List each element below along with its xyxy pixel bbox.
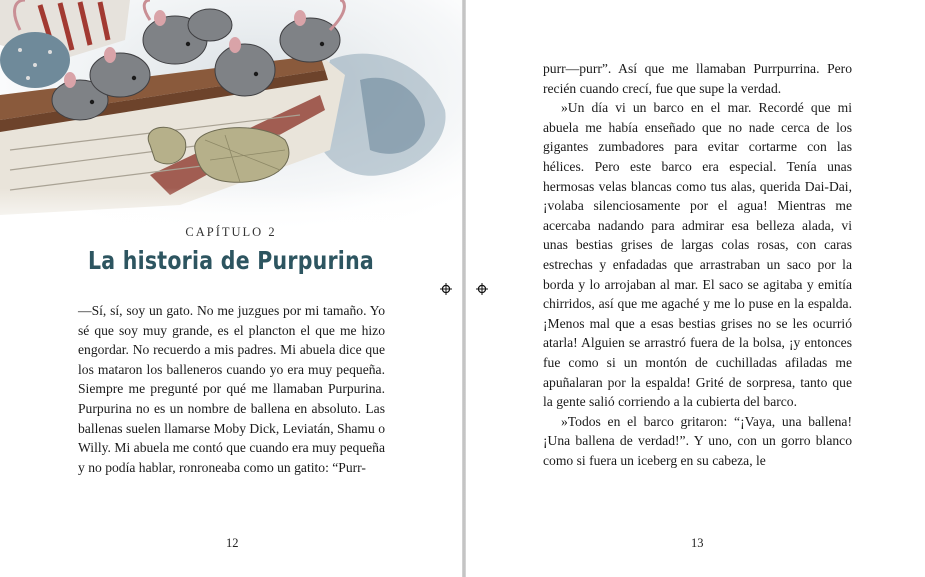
chapter-label: CAPÍTULO 2 <box>185 225 277 239</box>
paragraph: »Un día vi un barco en el mar. Recordé que mi abuela me había enseñado que no nade cerca de los gigantes zumbadores para evitar cortarme con las hélices. Pero este barco era especial. Tenía unas hermosas velas blancas como tus alas, querida Dai-Dai, ¡volaba silenciosamente por el agua! Mientras me acercaba nadando para admirar esa belleza alada, vi unas bestias grises de largas colas rosas, con caras estrechas y enfadadas que arrastraban un saco por la borda y lo arrojaban al mar. El saco se agitaba y emitía chirridos, así que me agaché y me lo puse en la espalda. ¡Menos mal que a esas bestias grises no se les ocurrió atarla! Alguien se arrastró fuera de la bolsa, ¡y entonces fue como si un montón de cuchilladas afiladas me apuñalaran por la espalda! Grité de sorpresa, tanto que la gente salió corriendo a la cubierta del barco. <box>543 100 852 410</box>
left-page-body <box>78 301 385 477</box>
chapter-title: La historia de Purpurina <box>87 246 375 275</box>
registration-mark-icon <box>476 283 488 295</box>
paragraph: »Todos en el barco gritaron: “¡Vaya, una ballena! ¡Una ballena de verdad!”. Y uno, con un gorro blanco como si fuera un iceberg en su cabeza, le <box>543 413 852 468</box>
paragraph: —Sí, sí, soy un gato. No me juzgues por mi tamaño. Yo sé que soy muy grande, es el plancton el que me hizo engordar. No recuerdo a mis padres. Mi abuela dice que los mataron los balleneros cuando yo era muy pequeña. Siempre me pregunté por qué me llamaban Purpurina. Purpurina no es un nombre de ballena en absoluto. Las ballenas suelen llamarse Moby Dick, Leviatán, Shamu o Willy. Mi abuela me contó que cuando era muy pequeña y no podía hablar, ronroneaba como un gatito: “Purr- <box>78 303 385 475</box>
registration-mark-icon <box>440 283 452 295</box>
right-page <box>466 0 925 577</box>
right-page-body <box>543 59 852 470</box>
left-page <box>0 0 462 577</box>
page-number: 13 <box>691 536 704 550</box>
page-number: 12 <box>226 536 239 550</box>
paragraph: purr—purr”. Así que me llamaban Purrpurrina. Pero recién cuando crecí, fue que supe la verdad. <box>543 61 852 96</box>
rats-on-boat-illustration <box>0 0 462 235</box>
